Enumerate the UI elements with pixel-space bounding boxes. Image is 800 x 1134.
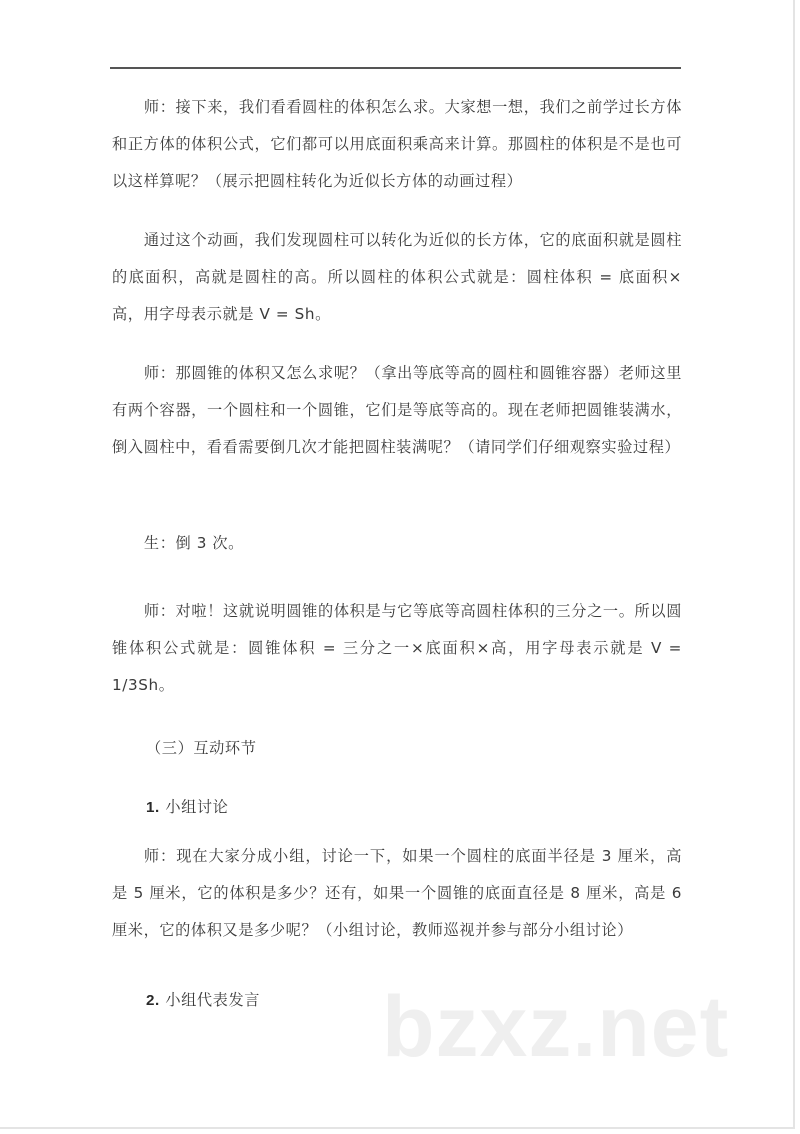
list-label: 小组讨论 [165, 798, 229, 816]
list-item-group-discussion [146, 797, 228, 818]
list-number: 2. [146, 992, 160, 1009]
paragraph-cone-formula: 师：对啦！这就说明圆锥的体积是与它等底等高圆柱体积的三分之一。所以圆锥体积公式就是：圆锥体积 = 三分之一×底面积×高，用字母表示就是 V = 1/3Sh。 [112, 602, 682, 694]
list-label: 小组代表发言 [165, 991, 261, 1009]
section-heading-interaction: （三）互动环节 [146, 739, 257, 757]
paragraph-cone-experiment: 师：那圆锥的体积又怎么求呢？（拿出等底等高的圆柱和圆锥容器）老师这里有两个容器，一个圆柱和一个圆锥，它们是等底等高的。现在老师把圆锥装满水，倒入圆柱中，看看需要倒几次才能把圆柱装满呢？（请同学们仔细观察实验过程） [112, 364, 682, 456]
list-number: 1. [146, 799, 160, 816]
list-item-group-presentation [146, 990, 260, 1011]
paragraph-cylinder-intro: 师：接下来，我们看看圆柱的体积怎么求。大家想一想，我们之前学过长方体和正方体的体积公式，它们都可以用底面积乘高来计算。那圆柱的体积是不是也可以这样算呢？（展示把圆柱转化为近似长方体的动画过程） [112, 98, 682, 190]
watermark-text: bzxz.net [382, 979, 730, 1075]
paragraph-student-answer: 生：倒 3 次。 [143, 534, 244, 552]
paragraph-discussion-task: 师：现在大家分成小组，讨论一下，如果一个圆柱的底面半径是 3 厘米，高是 5 厘米，它的体积是多少？还有，如果一个圆锥的底面直径是 8 厘米，高是 6 厘米，它的体积又是多少呢？（小组讨论，教师巡视并参与部分小组讨论） [112, 847, 682, 939]
header-divider [110, 67, 681, 69]
paragraph-cylinder-formula: 通过这个动画，我们发现圆柱可以转化为近似的长方体，它的底面积就是圆柱的底面积，高就是圆柱的高。所以圆柱的体积公式就是：圆柱体积 = 底面积×高，用字母表示就是 V = Sh。 [112, 231, 682, 323]
